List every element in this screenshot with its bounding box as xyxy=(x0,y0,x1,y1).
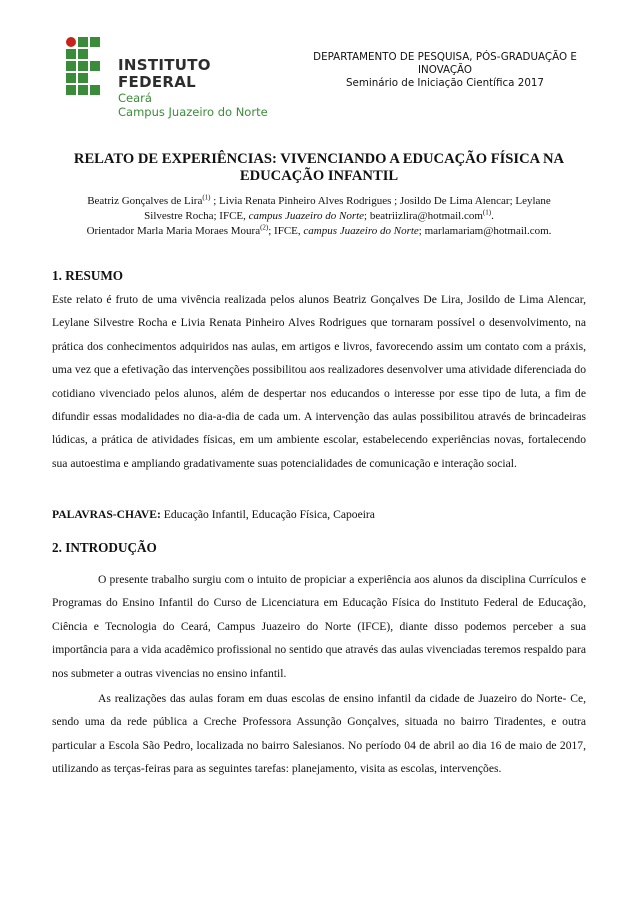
authors-line-2 xyxy=(52,209,586,224)
authors-line-1 xyxy=(52,194,586,209)
event-name: Seminário de Iniciação Científica 2017 xyxy=(346,77,544,89)
title-line-2: EDUCAÇÃO INFANTIL xyxy=(239,168,399,184)
author-list: ; Livia Renata Pinheiro Alves Rodrigues ; Josildo De Lima Alencar; Leylane xyxy=(210,195,551,207)
keywords-label: PALAVRAS-CHAVE: xyxy=(52,508,161,521)
authors-block xyxy=(52,194,586,239)
logo-title: INSTITUTO FEDERAL xyxy=(118,56,211,91)
affiliation-mark: (1) xyxy=(202,193,211,202)
punctuation: . xyxy=(491,210,494,222)
affiliation-mark: (2) xyxy=(260,223,269,232)
logo-subtitle-campus: Campus Juazeiro do Norte xyxy=(118,105,268,119)
department-line-1: DEPARTAMENTO DE PESQUISA, PÓS-GRADUAÇÃO E xyxy=(313,51,577,63)
advisor-line xyxy=(52,224,586,239)
department-line-2: INOVAÇÃO xyxy=(417,64,473,76)
author-email: ; beatriizlira@hotmail.com xyxy=(364,210,483,222)
author-list-cont: Silvestre Rocha; IFCE, xyxy=(144,210,249,222)
logo-subtitle-state: Ceará xyxy=(118,91,152,105)
section-heading-introducao: 2. INTRODUÇÃO xyxy=(52,540,157,555)
logo-text xyxy=(118,57,282,119)
intro-paragraph-1: O presente trabalho surgiu com o intuito de propiciar a experiência aos alunos da disciplina Currículos e Programas do Ensino Infantil do Curso de Licenciatura em Educação Física do Instituto Federal de Educação, Ciência e Tecnologia do Ceará, Campus Juazeiro do Norte (IFCE), diante disso podemos perceber a sua importância para a vida acadêmico profissional no sentido que através das aulas vivenciadas teremos respaldo para nos submeter a outras vivencias no ensino infantil. xyxy=(52,573,586,680)
logo-grid-icon xyxy=(66,37,112,107)
keywords xyxy=(52,508,586,521)
advisor-name: Orientador Marla Maria Moraes Moura xyxy=(86,225,261,237)
title-line-1: RELATO DE EXPERIÊNCIAS: VIVENCIANDO A EDUCAÇÃO FÍSICA NA xyxy=(73,151,565,167)
advisor-affiliation: ; IFCE, xyxy=(268,225,304,237)
keywords-value: Educação Infantil, Educação Física, Capoeira xyxy=(160,508,375,521)
campus-name: campus Juazeiro do Norte xyxy=(303,225,419,237)
department-header xyxy=(300,51,590,90)
section-heading-resumo: 1. RESUMO xyxy=(52,268,124,283)
paper-title xyxy=(52,151,586,185)
advisor-email: ; marlamariam@hotmail.com. xyxy=(418,225,552,237)
section-text-resumo: Este relato é fruto de uma vivência realizada pelos alunos Beatriz Gonçalves De Lira, Josildo de Lima Alencar, Leylane Silvestre Rocha e Livia Renata Pinheiro Alves Rodrigues que tornaram possível o desenvolvimento, na prática dos conhecimentos adquiridos nas aulas, em artigos e livros, favorecendo assim um contato com a práxis, uma vez que a efetivação das intervenções possibilitou aos realizadores desenvolver uma atividade diferenciada do cotidiano vivenciado pelos alunos, além de despertar nos educandos o interesse por esse tipo de luta, a fim de difundir essas modalidades no dia-a-dia de cada um. A intervenção das aulas possibilitou através de brincadeiras lúdicas, a prática de atividades físicas, em um ambiente escolar, estabelecendo experiências novas, fortalecendo sua autoestima e ampliando gradativamente suas potencialidades de comunicação e interação social. xyxy=(52,293,586,470)
campus-name: campus Juazeiro do Norte xyxy=(248,210,365,222)
institute-logo xyxy=(66,37,282,119)
intro-paragraph-2: As realizações das aulas foram em duas escolas de ensino infantil da cidade de Juazeiro do Norte- Ce, sendo uma da rede pública a Creche Professora Assunção Gonçalves, situada no bairro Tiradentes, e outra particular a Escola São Pedro, localizada no bairro Salesianos. No período 04 de abril ao dia 16 de maio de 2017, utilizando as terças-feiras para as seguintes tarefas: planejamento, visita as escolas, intervenções. xyxy=(52,692,586,776)
affiliation-mark: (1) xyxy=(482,208,492,217)
author-name: Beatriz Gonçalves de Lira xyxy=(87,195,203,207)
